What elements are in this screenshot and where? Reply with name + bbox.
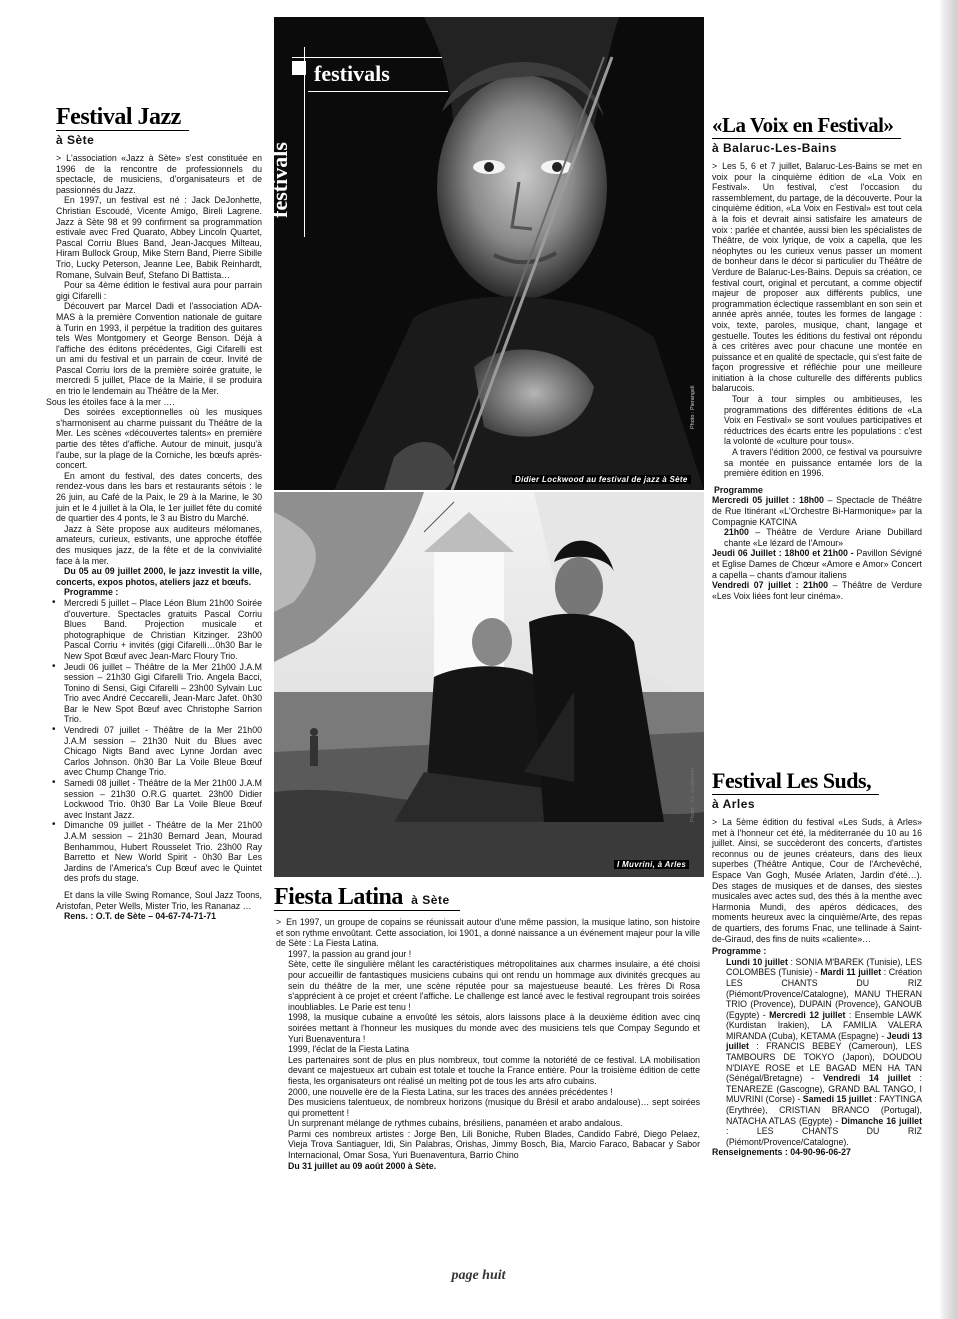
photo-i-muvrini [274, 492, 704, 877]
jazz-para-4: Découvert par Marcel Dadi et l'association ADA-MAS à la première Convention nationale de guitare à Turin en 1993, il perpétue la tradition des guitares tels Wes Montgomery et George Benson. Déjà à l'affiche des éditons précédentes, Gigi Cifarelli est un ami du festival et un parrain de cœur. Invité de Pascal Corriu lors de la première soirée gratuite, le mercredi 5 juillet, Place de la Mairie, il se produira en trio le lendemain au Théâtre de la Mer. [56, 301, 262, 397]
suds-subtitle: à Arles [712, 797, 756, 811]
suds-program: Lundi 10 juillet : SONIA M'BAREK (Tunisie), LES COLOMBES (Tunisie) - Mardi 11 juillet : Création LES CHANTS DU RIZ (Piémont/Provence/Catalogne), MANU THERAN TRIO (Provence), DUPAIN (Provence), GANOUB (Egypte) - Mercredi 12 juillet : Ensemble LAWK (Kurdistan Irakien), LA FAMILIA VALERA MIRANDA (Cuba), KETAMA (Espagne) - Jeudi 13 juillet : FRANCIS BEBEY (Cameroun), LES TAMBOURS DE TOKYO (Japon), DOUDOU N'DIAYE ROSE et LE BAGAD MEN HA TAN (Sénégal/Bretagne) - Vendredi 14 juillet : TENAREZE (Gascogne), GRAND BAL TANGO, I MUVRINI (Corse) - Samedi 15 juillet : FAYTINGA (Erythrée), CRISTIAN BRANCO (Portugal), NATACHA ATLAS (Egypte) - Dimanche 16 juillet : LES CHANTS DU RIZ (Piémont/Provence/Catalogne). [726, 956, 923, 1147]
voix-para-2: Tour à tour simples ou ambitieuses, les programmations des différentes éditions de «La Voix en Festival» se sont voulues participatives et réductrices des écarts entre les populations : c'est la volonté de «culture pour tous». [724, 394, 922, 447]
voix-program-item: Mercredi 05 juillet : 18h00 – Spectacle de Théâtre de Rue Itinérant «L'Orchestre Bi-Harmonique» par la Compagnie KATCINA [712, 495, 923, 527]
suds-program-label: Programme : [712, 946, 767, 957]
jazz-para-7: En amont du festival, des dates concerts, des rendez-vous dans les bars et restaurants sétois : le 26 juin, au Café de la Paix, le 29 à la Marine, le 30 juin et le 4 juillet à la Ola, le 1er juillet fête du comité de quartier des 4 ponts, le 3 au Bistro du Marché. [56, 470, 262, 524]
voix-program [712, 495, 922, 601]
suds-heading [712, 768, 879, 795]
voix-heading [712, 112, 901, 139]
photo1-credit: Photo : Pierangeli [690, 385, 696, 429]
page-edge-shadow [939, 0, 957, 1319]
jazz-para-6: Des soirées exceptionnelles où les musiques s'harmonisent au charme puissant du Théâtre de la Mer. Les scènes «découvertes talents» en première partie des têtes d'affiche. Autour de minuit, jusqu'à l'aube, sur la plage de la Corniche, les bœufs après-concert. [56, 407, 262, 471]
jazz-para-1: > L'association «Jazz à Sète» s'est constituée en 1996 de la rencontre de professionnels du spectacle, de musiciens, d'organisateurs et de passionnés du Jazz. [56, 153, 262, 195]
photo1-caption: Didier Lockwood au festival de jazz à Sète [512, 475, 691, 484]
fiesta-subtitle: à Sète [411, 893, 450, 907]
jazz-title: Festival Jazz [56, 104, 181, 130]
logo-vertical-line [304, 47, 305, 237]
jazz-program-list [56, 598, 262, 884]
jazz-column [46, 104, 262, 922]
fiesta-para-6: Les partenaires sont de plus en plus nombreux, tout comme la notoriété de ce festival. LA mobilisation devant ce majestueux art cubain est totale et touche la France entière. Pour la troisième édition de cette fiesta, les organisateurs ont réalisé un melting pot de tous les arts afro cubains. [288, 1054, 700, 1086]
fiesta-heading [274, 884, 460, 911]
jazz-heading [56, 104, 189, 131]
jazz-program-item: • Mercredi 5 juillet – Place Léon Blum 21h00 Soirée d'ouverture. Spectacles gratuits Pascal Corriu Blues Band. Projection musicale et photographique de Christian Kitzinger. 23h00 Pascal Corriu + invités (gigi Cifarelli…0h30 Bar le New Spot Bœuf avec Jean-Marc Floury Trio. [56, 598, 262, 662]
jazz-program-item: • Jeudi 06 juillet – Théâtre de la Mer 21h00 J.A.M session – 21h30 Gigi Cifarelli Trio. Angela Bacci, Tonino di Sensi, Gigi Cifarelli – 23h00 Sylvain Luc Trio avec André Ceccarelli, Jean-Marc Jafet. 0h30 Bar le New Spot Bœuf avec Christophe Sarrion Trio. [56, 662, 262, 726]
fiesta-para-3: Sète, cette île singulière mêlant les caractéristiques métropolitaines aux charmes insulaire, a été choisi pour accueillir de fantastiques musiciens cubains qui ont rendu un hommage aux divinités grecques au sein du théâtre de la mer, une scène réputée pour sa majestueuse beauté. Les frères Di Rosa s'apprécient à ce projet et créent l'affiche. Le challenge est lancé avec le festival regroupant trois soirées inoubliables. Le Parie est tenu ! [288, 959, 700, 1012]
fiesta-text [274, 917, 700, 1171]
voix-program-label: Programme [714, 484, 763, 495]
voix-para-1: > Les 5, 6 et 7 juillet, Balaruc-Les-Bains se met en voix pour la cinquième édition de «La Voix en Festival». Un festival, c'est l'occasion du rassemblement, du partage, de la découverte. Pour la cinquième édition, «La Voix en Festival» est tout cela à la fois et devrait ainsi satisfaire les amateurs de voix : parlée et chantée, aussi bien les spécialistes de Théâtre, de voix lyrique, de voix a capella, que les néophytes ou les curieux venus passer un moment de bonheur dans le décor si particulier du Théâtre de Verdure de Balaruc-Les-Bains. Depuis sa création, ce festival court, original et percutant, a comme objectif majeur de proposer aux différents publics, une programmation éclectique rassemblant en son sein et année après année, toutes les formes de langage : voix, texte, paroles, musique, chant, langage et gestuelle. Toutes les éditions du festival ont répondu à ces critères avec pour chacune une montée en puissance et en qualité de spectacle, qui s'est faite de façon progressive et réfléchie pour une meilleure initiation à la chose culturelle des différents publics balarucois. [712, 161, 922, 394]
logo-square [292, 61, 306, 75]
band-photo-image [274, 492, 704, 877]
festivals-logo-horizontal: festivals [314, 61, 390, 86]
suds-contact: Renseignements : 04-90-96-06-27 [712, 1147, 851, 1158]
photo-didier-lockwood [266, 17, 704, 490]
jazz-para-10: Et dans la ville Swing Romance, Soul Jazz Toons, Aristofan, Peter Wells, Mister Trio, les Rananaz … [56, 889, 262, 911]
voix-para-3: A travers l'édition 2000, ce festival va poursuivre sa montée en puissance entamée lors de la première édition en 1996. [724, 447, 922, 479]
fiesta-para-2: 1997, la passion au grand jour ! [288, 948, 412, 959]
suds-title: Festival Les Suds, [712, 768, 872, 793]
fiesta-para-5: 1999, l'éclat de la Fiesta Latina [288, 1044, 410, 1055]
voix-text [712, 161, 922, 479]
fiesta-para-7: 2000, une nouvelle ère de la Fiesta Latina, sur les traces des années précédentes ! [288, 1086, 613, 1097]
fiesta-para-1: > En 1997, un groupe de copains se réunissait autour d'une même passion, la musique latino, son histoire et son rythme envoûtant. Cette association, loi 1901, a donné naissance a un événement majeur pour la ville de Sète : La Fiesta Latina. [276, 917, 700, 949]
voix-program-item: Jeudi 06 Juillet : 18h00 et 21h00 - Pavillon Sévigné et Eglise Dames de Chœur «Amore e Amor» Concert a capella – chants d'amour italiens [712, 548, 922, 580]
fiesta-title: Fiesta Latina [274, 884, 403, 910]
voix-column [712, 112, 922, 601]
fiesta-para-8: Des musiciens talentueux, de nombreux horizons (musique du Brésil et arabo andalouse)… sept soirées qui promettent ! [288, 1097, 700, 1118]
jazz-para-5: Sous les étoiles face à la mer …. [46, 396, 175, 407]
jazz-para-8: Jazz à Sète propose aux auditeurs mélomanes, amateurs, curieux, estivants, une approche étoffée des musiques jazz, de la fête et de la convivialité face à la mer. [56, 523, 262, 566]
fiesta-dates: Du 31 juillet au 09 août 2000 à Sète. [288, 1160, 437, 1171]
festivals-logo [266, 47, 448, 237]
jazz-program-item: • Samedi 08 juillet - Théâtre de la Mer 21h00 J.A.M session – 21h30 O.R.G quartet. 23h00 Didier Lockwood Trio. 0h30 Bar La Voile Bleue Bœuf avec Instant Jazz. [56, 778, 262, 820]
jazz-para-3: Pour sa 4ème édition le festival aura pour parrain gigi Cifarelli : [56, 280, 262, 301]
fiesta-column [274, 884, 700, 1171]
logo-under-rule [308, 91, 448, 92]
suds-text [712, 817, 922, 944]
jazz-contact: Rens. : O.T. de Sète – 04-67-74-71-71 [64, 911, 217, 922]
photo2-caption: I Muvrini, à Arles [614, 860, 689, 869]
jazz-para-2: En 1997, un festival est né : Jack DeJonhette, Christian Escoudé, Vicente Amigo, Bireli Lagrene. Jazz à Sète 98 et 99 confirment sa programmation estivale avec Fred Quarato, Abbey Lincoln Quartet, Pascal Corriu Blues Band, Jean-Jacques Milteau, Hiram Bullock Group, Mike Stern Band, Pierre Sibille Trio, Lucky Peterson, Jeanne Lee, Babik Reinhardt, Romane, Sulvain Beuf, Stefano Di Battista… [56, 195, 262, 280]
festivals-logo-vertical: festivals [266, 142, 292, 218]
jazz-program-item: • Dimanche 09 juillet - Théâtre de la Mer 21h00 J.A.M session – 21h30 Bernard Jean, Mourad Benhammou, Hubert Rousselet Trio. 23h00 Ray Barretto et New World Spirit - 0h30 Bar Les Jardins de l'America's Cup Bœuf avec le Quintet des profs du stage. [56, 820, 262, 884]
voix-title: «La Voix en Festival» [712, 113, 894, 137]
voix-program-item: Vendredi 07 juillet : 21h00 – Théâtre de Verdure «Les Voix liées font leur cinéma». [712, 580, 923, 601]
logo-box-outline [292, 57, 442, 58]
page-footer: page huit [451, 1268, 506, 1283]
suds-column [712, 768, 922, 1158]
fiesta-para-9: Un surprenant mélange de rythmes cubains, brésiliens, panaméen et arabo andalous. [288, 1118, 623, 1129]
jazz-dates: Du 05 au 09 juillet 2000, le jazz investit la ville, concerts, expos photos, ateliers jazz et bœufs. [56, 566, 262, 587]
voix-subtitle: à Balaruc-Les-Bains [712, 141, 837, 155]
photo2-credit: Photo : J.L. Guillermin [690, 767, 696, 822]
fiesta-para-10: Parmi ces nombreux artistes : Jorge Ben, Lili Boniche, Ruben Blades, Candido Fabré, Diego Pelaez, Vieja Trova Santiaguer, Idi, Sin Palabras, Orishas, Jimmy Bosch, Bia, Marcio Faraco, Babacar y Sabor Internacional, Omar Sosa, Yuri Buenaventura, Barrio Chino [288, 1128, 700, 1161]
jazz-program-item: • Vendredi 07 juillet - Théâtre de la Mer 21h00 J.A.M session – 21h30 Nuit du Blues avec Chicago Nigts Band avec Lynne Jordan avec Carlos Johnson. 0h30 Bar La Voile Bleue Bœuf avec Chump Change Trio. [56, 725, 262, 778]
suds-para-1: > La 5ème édition du festival «Les Suds, à Arles» met à l'honneur cet été, la méditerranée du 10 au 16 juillet. Ainsi, se succèderont des concerts, d'artistes reconnus ou de jeunes créateurs, dans des lieux superbes (Théâtre Antique, Cour de l'Archevêché, Espace Van Gogh, Musée Arlaten, Jardin d'été…). Des stages de musiques et de danses, des siestes musicales avec actes sud, des thés à la menthe avec Harmonia Mundi, des apéros dédicaces, des moments heureux avec la cinquième/Arte, des repas de quartiers, des forums Fnac, une tellinade à Saint-de-Giraud, des fins de nuits «caliente»… [712, 817, 922, 944]
voix-program-item: 21h00 – Théâtre de Verdure Ariane Dubillard chante «Le lézard de l'Amour» [724, 527, 922, 548]
fiesta-para-4: 1998, la musique cubaine a envoûté les sétois, alors laissons place à la deuxième édition avec cinq soirées mettant à l'honneur les musiques du monde avec des musiciens tels que Compay Segundo et Yuri Buenaventura ! [288, 1012, 700, 1044]
jazz-subtitle: à Sète [56, 133, 95, 147]
jazz-program-label: Programme : [64, 587, 119, 598]
